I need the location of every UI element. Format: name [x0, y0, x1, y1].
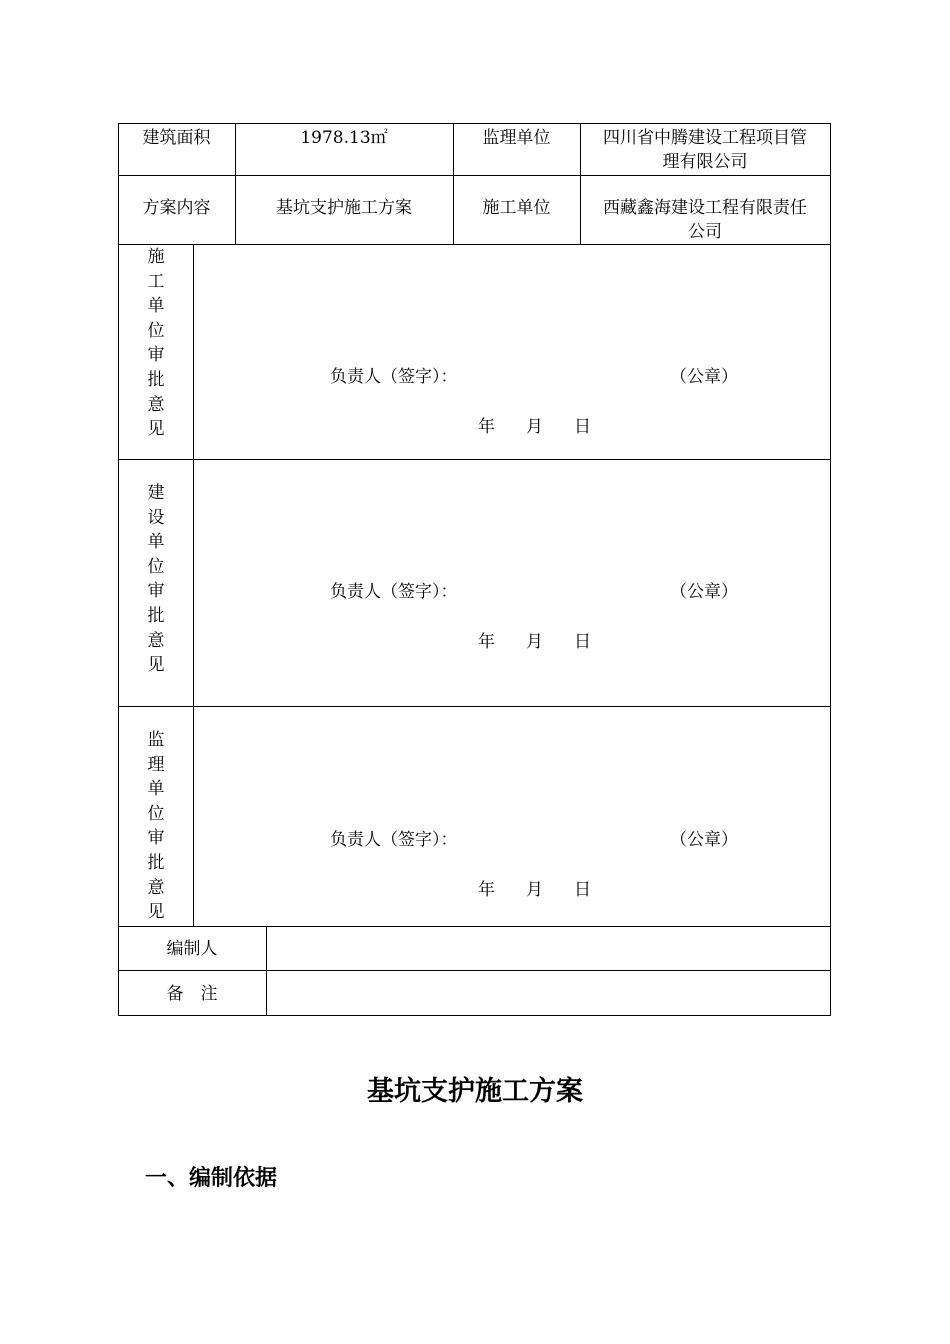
approval-label-supervisor: 监 理 单 位 审 批 意 见 — [147, 730, 165, 923]
table-row-divider — [118, 244, 831, 245]
approval-label-construction: 施 工 单 位 审 批 意 见 — [147, 247, 165, 440]
section-heading-basis: 一、编制依据 — [145, 1165, 278, 1191]
approval-label-owner: 建 设 单 位 审 批 意 见 — [147, 483, 165, 676]
value-construction-unit-line2: 公司 — [688, 222, 722, 242]
table-border-top — [118, 123, 831, 124]
label-construction-unit: 施工单位 — [482, 198, 551, 218]
value-supervisor-unit-line2: 理有限公司 — [662, 152, 748, 172]
document-title: 基坑支护施工方案 — [367, 1076, 583, 1107]
table-row-divider — [118, 175, 831, 176]
signer-field-label: 负责人（签字）： — [330, 582, 458, 602]
label-remarks: 备 注 — [166, 984, 218, 1004]
table-border-bottom — [118, 1015, 831, 1016]
label-plan-content: 方案内容 — [142, 198, 211, 218]
date-year-label: 年 — [478, 417, 495, 437]
date-day-label: 日 — [574, 417, 591, 437]
seal-label: （公章） — [670, 582, 738, 602]
date-month-label: 月 — [526, 632, 543, 652]
date-month-label: 月 — [526, 417, 543, 437]
table-col-divider — [193, 244, 194, 927]
date-year-label: 年 — [478, 632, 495, 652]
label-compiler: 编制人 — [166, 939, 218, 959]
date-day-label: 日 — [574, 880, 591, 900]
value-supervisor-unit-line1: 四川省中腾建设工程项目管 — [603, 128, 807, 148]
table-border-right — [830, 123, 831, 1016]
remarks-field[interactable] — [267, 971, 830, 1015]
table-row-divider — [118, 459, 831, 460]
value-building-area: 1978.13㎡ — [300, 128, 388, 148]
date-day-label: 日 — [574, 632, 591, 652]
label-building-area: 建筑面积 — [142, 128, 211, 148]
value-plan-content: 基坑支护施工方案 — [276, 198, 412, 218]
seal-label: （公章） — [670, 367, 738, 387]
label-supervisor-unit: 监理单位 — [482, 128, 551, 148]
table-row-divider — [118, 706, 831, 707]
signer-field-label: 负责人（签字）： — [330, 830, 458, 850]
value-construction-unit-line1: 西藏鑫海建设工程有限责任 — [603, 198, 807, 218]
date-month-label: 月 — [526, 880, 543, 900]
signer-field-label: 负责人（签字）： — [330, 367, 458, 387]
compiler-field[interactable] — [267, 927, 830, 970]
date-year-label: 年 — [478, 880, 495, 900]
seal-label: （公章） — [670, 830, 738, 850]
